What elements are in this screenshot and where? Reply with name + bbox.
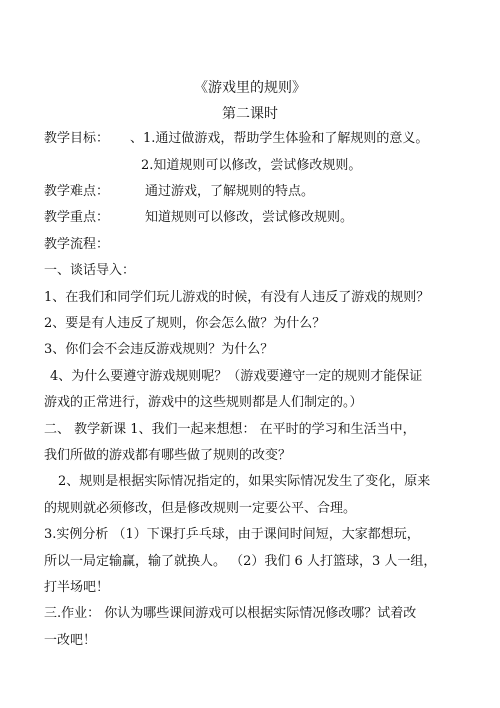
section2-paragraph2-line2: 的规则就必须修改，但是修改规则一定要公平、合理。 — [44, 501, 357, 516]
difficulty-label: 教学难点： — [44, 184, 110, 199]
keypoint-text: 知道规则可以修改，尝试修改规则。 — [145, 210, 354, 225]
section3-line1: 3.实例分析 （1）下课打乒乓球，由于课间时间短，大家都想玩， — [44, 527, 420, 542]
process-heading: 教学流程： — [44, 237, 110, 252]
document-title: 《游戏里的规则》 — [194, 80, 306, 96]
section2-paragraph2-line1: 2、规则是根据实际情况指定的，如果实际情况发生了变化，原来 — [58, 474, 431, 489]
lesson-subtitle: 第二课时 — [222, 106, 278, 122]
section1-question-4-line2: 游戏的正常进行，游戏中的这些规则都是人们制定的。） — [44, 395, 363, 410]
keypoint-label: 教学重点： — [44, 210, 110, 225]
objectives-label: 教学目标： — [44, 131, 110, 146]
section1-question-3: 3、你们会不会违反游戏规则？为什么？ — [44, 342, 274, 357]
objective-item-1: 、1.通过做游戏，帮助学生体验和了解规则的意义。 — [130, 131, 429, 146]
homework-line2: 一改吧！ — [44, 633, 97, 648]
section2-line2: 我们所做的游戏都有哪些做了规则的改变？ — [44, 448, 292, 463]
section1-question-1: 1、在我们和同学们玩儿游戏的时候，有没有人违反了游戏的规则？ — [44, 290, 430, 305]
section1-question-2: 2、要是有人违反了规则，你会怎么做？为什么？ — [44, 316, 326, 331]
section1-heading: 一、谈话导入： — [44, 263, 136, 278]
difficulty-text: 通过游戏，了解规则的特点。 — [145, 184, 315, 199]
section2-line1: 二、 教学新课 1、我们一起来想想： 在平时的学习和生活当中， — [44, 422, 416, 437]
section1-question-4-line1: 4、为什么要遵守游戏规则呢？（游戏要遵守一定的规则才能保证 — [50, 369, 423, 384]
section3-line3: 打半场吧！ — [44, 580, 110, 595]
section3-line2: 所以一局定输赢，输了就换人。 （2）我们 6 人打篮球，3 人一组， — [44, 554, 437, 569]
objective-item-2: 2.知道规则可以修改，尝试修改规则。 — [141, 158, 362, 173]
homework-line1: 三.作业： 你认为哪些课间游戏可以根据实际情况修改哪？试着改 — [44, 606, 417, 621]
